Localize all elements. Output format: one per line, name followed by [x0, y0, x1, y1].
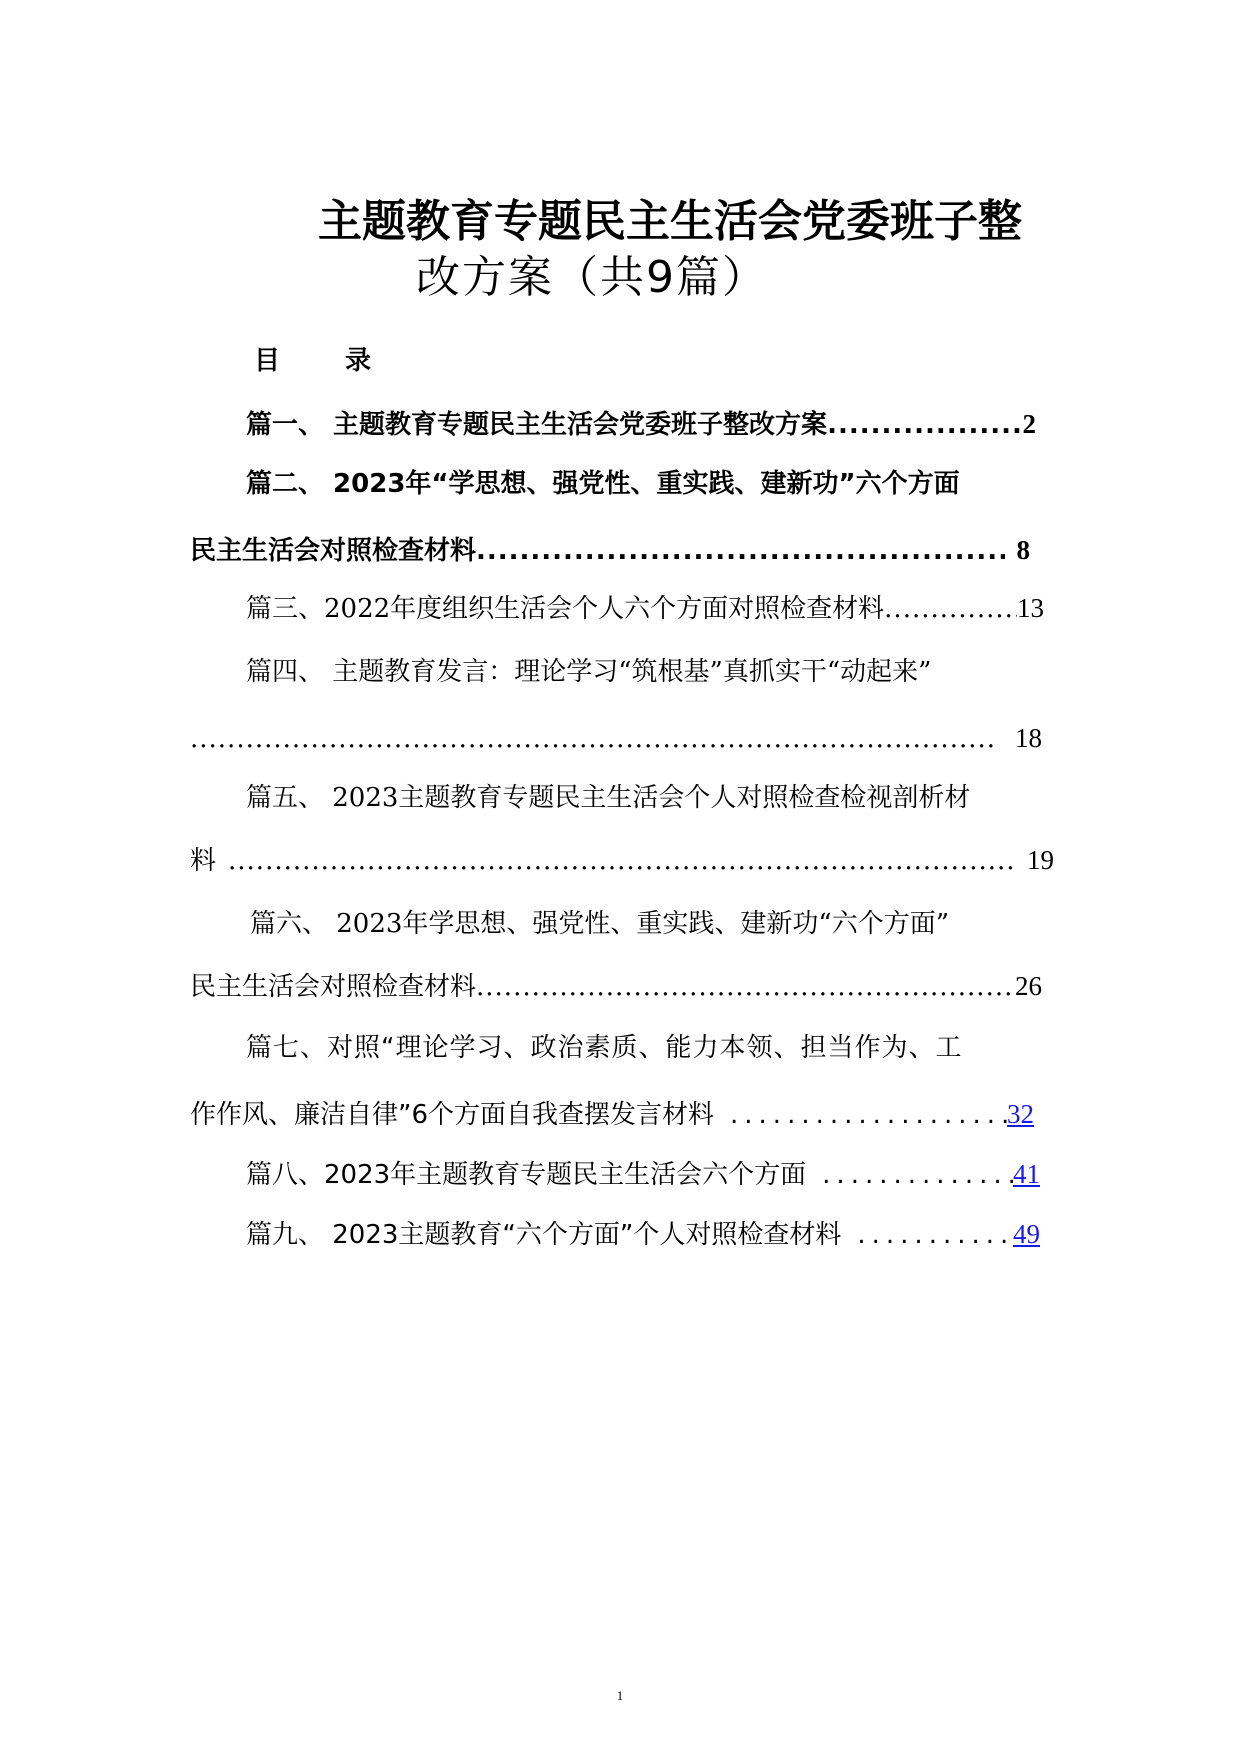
toc-entry-8-title: 篇八、2023年主题教育专题民主生活会六个方面 [246, 1160, 807, 1190]
toc-entry-3[interactable] [246, 588, 1044, 629]
toc-entry-7-line1[interactable]: 篇七、对照“理论学习、政治素质、能力本领、担当作为、工 [246, 1033, 963, 1063]
toc-entry-7-title: 作作风、廉洁自律”6个方面自我查摆发言材料 [190, 1100, 715, 1130]
toc-heading: 目 录 [254, 346, 400, 376]
toc-entry-4-line1[interactable]: 篇四、 主题教育发言：理论学习“筑根基”真抓实干“动起来” [246, 657, 932, 687]
toc-entry-6[interactable] [190, 966, 1042, 1007]
toc-entry-1-title: 篇一、 主题教育专题民主生活会党委班子整改方案 [246, 410, 828, 440]
toc-entry-7[interactable] [190, 1094, 1034, 1135]
toc-entry-9[interactable] [246, 1214, 1040, 1255]
toc-entry-2-page: 8 [1016, 535, 1030, 565]
toc-entry-6-title: 民主生活会对照检查材料 [190, 972, 477, 1002]
toc-entry-5-page: 19 [1027, 845, 1054, 875]
toc-entry-3-title: 篇三、2022年度组织生活会个人六个方面对照检查材料 [246, 594, 885, 624]
toc-entry-9-title: 篇九、 2023主题教育“六个方面”个人对照检查材料 [246, 1220, 842, 1250]
document-title-line2: 改方案（共9篇） [416, 252, 768, 303]
page-number: 1 [616, 1688, 624, 1703]
toc-entry-4[interactable] [190, 718, 1042, 759]
toc-entry-5-title: 料 [190, 846, 217, 876]
toc-entry-7-page[interactable]: 32 [1007, 1099, 1034, 1129]
toc-entry-2-line1[interactable]: 篇二、 2023年“学思想、强党性、重实践、建新功”六个方面 [246, 469, 960, 499]
toc-entry-3-page: 13 [1017, 593, 1044, 623]
toc-entry-8-page[interactable]: 41 [1013, 1159, 1040, 1189]
toc-entry-4-page: 18 [1015, 723, 1042, 753]
toc-entry-9-leader [857, 1215, 1013, 1255]
toc-entry-1-page: 2 [1022, 409, 1036, 439]
toc-entry-9-page[interactable]: 49 [1013, 1219, 1040, 1249]
toc-entry-5-leader [228, 841, 1013, 881]
toc-entry-6-leader [476, 967, 1015, 1007]
toc-entry-2-title: 民主生活会对照检查材料 [190, 536, 477, 566]
toc-entry-1[interactable] [246, 404, 1036, 445]
toc-entry-2-leader [476, 531, 1004, 571]
toc-entry-5-line1[interactable]: 篇五、 2023主题教育专题民主生活会个人对照检查检视剖析材 [246, 783, 971, 813]
toc-entry-6-line1[interactable]: 篇六、 2023年学思想、强党性、重实践、建新功“六个方面” [250, 909, 950, 939]
toc-entry-6-page: 26 [1015, 971, 1042, 1001]
toc-entry-3-leader [884, 589, 1017, 629]
toc-entry-7-leader [730, 1095, 1007, 1135]
toc-entry-2[interactable] [190, 530, 1030, 571]
toc-entry-8[interactable] [246, 1154, 1040, 1195]
toc-entry-8-leader [822, 1155, 1013, 1195]
toc-entry-1-leader [827, 405, 1022, 445]
toc-entry-4-leader [190, 719, 993, 759]
document-title-line1: 主题教育专题民主生活会党委班子整 [318, 196, 1022, 247]
toc-entry-5[interactable] [190, 840, 1054, 881]
